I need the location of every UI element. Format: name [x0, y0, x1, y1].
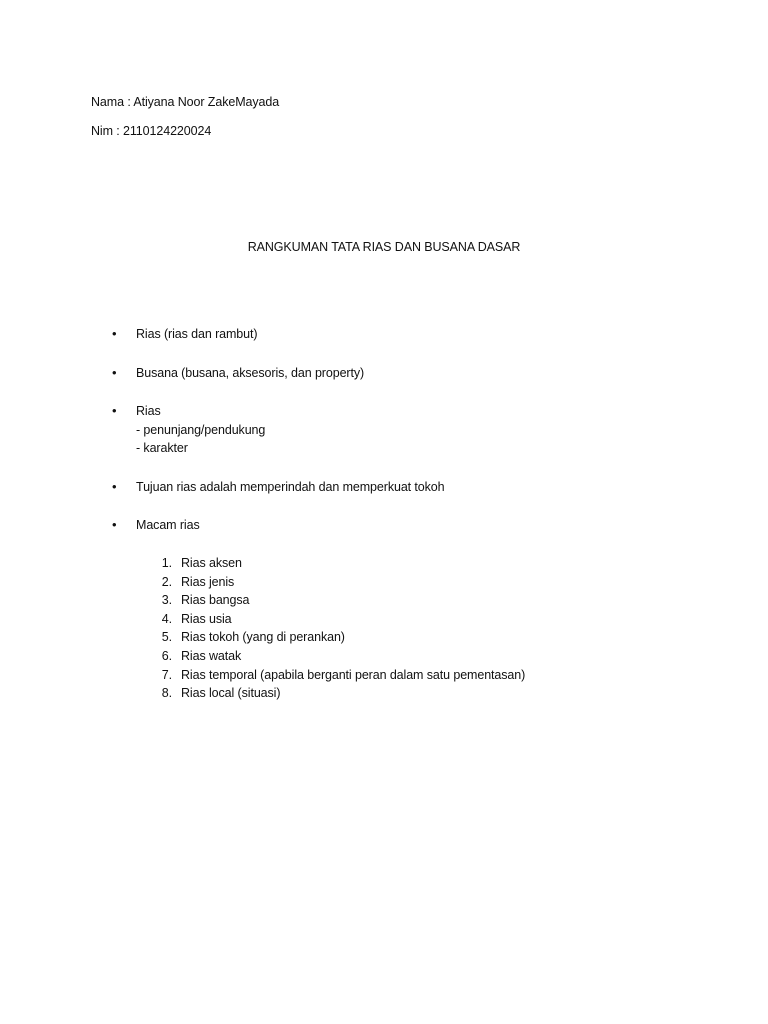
list-number: 8.: [161, 686, 172, 701]
list-text: Rias jenis: [181, 574, 235, 589]
bullet-line: Rias: [136, 404, 161, 418]
list-text: Rias tokoh (yang di perankan): [181, 630, 345, 645]
bullet-icon: •: [112, 403, 117, 418]
bullet-icon: •: [112, 326, 117, 341]
list-number: 1.: [161, 556, 172, 570]
student-nim: Nim : 2110124220024: [91, 124, 212, 138]
list-number: 3.: [161, 593, 172, 608]
bullet-icon: •: [112, 479, 117, 494]
list-text: Rias aksen: [181, 556, 242, 570]
bullet-line: Macam rias: [136, 518, 200, 532]
list-number: 4.: [161, 611, 172, 626]
bullet-line: Rias (rias dan rambut): [136, 327, 258, 341]
list-text: Rias usia: [181, 611, 232, 626]
list-text: Rias local (situasi): [181, 686, 281, 701]
bullet-text: [136, 364, 364, 383]
bullet-subline: - penunjang/pendukung: [136, 422, 266, 437]
document-title: RANGKUMAN TATA RIAS DAN BUSANA DASAR: [247, 240, 521, 254]
student-name: Nama : Atiyana Noor ZakeMayada: [91, 95, 280, 109]
bullet-line: Tujuan rias adalah memperindah dan memperkuat tokoh: [136, 480, 445, 494]
bullet-text: [136, 478, 445, 497]
bullet-text: [136, 325, 257, 344]
bullet-subline: - karakter: [136, 441, 188, 455]
list-number: 7.: [161, 667, 172, 682]
bullet-text: [136, 402, 265, 458]
bullet-icon: •: [112, 517, 117, 532]
bullet-line: Busana (busana, aksesoris, dan property): [136, 366, 365, 380]
list-text: Rias watak: [181, 648, 242, 663]
list-number: 2.: [161, 574, 172, 589]
bullet-text: [136, 516, 200, 535]
list-number: 5.: [161, 630, 172, 645]
bullet-icon: •: [112, 365, 117, 380]
list-number: 6.: [161, 648, 172, 663]
list-text: Rias bangsa: [181, 593, 250, 608]
list-text: Rias temporal (apabila berganti peran dalam satu pementasan): [181, 667, 526, 682]
